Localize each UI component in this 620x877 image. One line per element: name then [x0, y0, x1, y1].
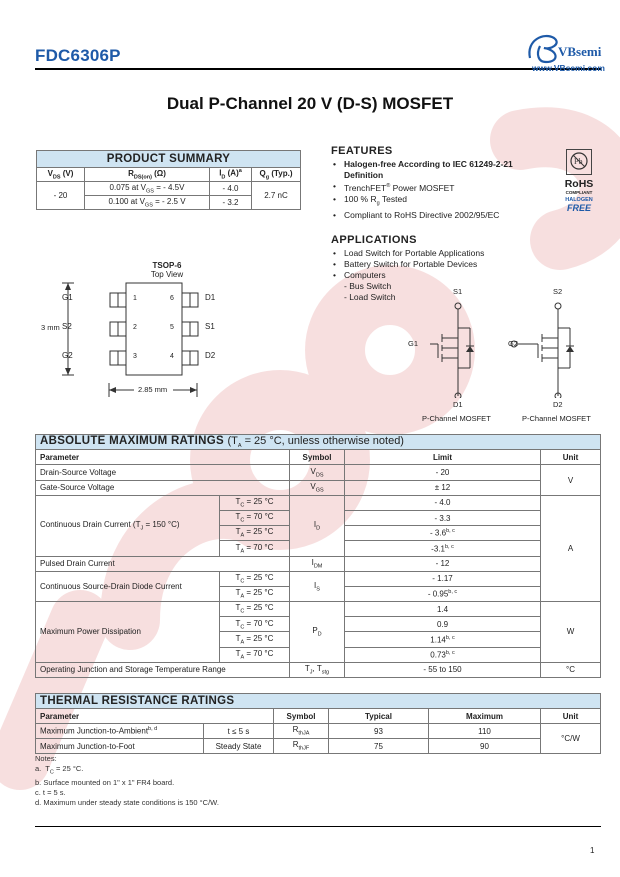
- unit-cell: °C/W: [541, 724, 601, 754]
- param-cell: Pulsed Drain Current: [36, 556, 290, 571]
- cond-cell: $T_A = 25$ °C: [220, 586, 290, 601]
- typical-cell: 93: [329, 724, 429, 739]
- col-symbol: Symbol: [290, 450, 345, 465]
- symbol-cell: $R_{thJA}$: [274, 724, 329, 739]
- footer-divider: [35, 826, 601, 827]
- cond-cell: $T_C = 25$ °C: [220, 602, 290, 617]
- halogen-label: HALOGEN: [565, 197, 593, 203]
- pin-4-number: 4: [170, 353, 174, 360]
- col-id: $I_D$ $(A)^a$: [210, 168, 252, 182]
- col-qg: $Q_g$ (Typ.): [252, 168, 301, 182]
- absolute-maximum-ratings-table: [35, 434, 601, 678]
- mosfet-schematics: [430, 298, 610, 398]
- unit-cell: °C: [541, 662, 601, 677]
- note-d: d. Maximum under steady state conditions is 150 °C/W.: [35, 797, 219, 807]
- vds-value: - 20: [37, 182, 85, 210]
- pin-2-number: 2: [133, 324, 137, 331]
- limit-cell: 1.14$^{b, c}$: [345, 632, 541, 647]
- features-section: [331, 145, 551, 221]
- source-2-label: S2: [553, 287, 563, 296]
- param-cell: Drain-Source Voltage: [36, 465, 290, 480]
- notes: [35, 754, 219, 808]
- gate-2-label: G2: [508, 339, 519, 348]
- col-maximum: Maximum: [429, 709, 541, 724]
- maximum-cell: 110: [429, 724, 541, 739]
- cond-cell: $T_A = 25$ °C: [220, 632, 290, 647]
- symbol-cell: $V_{GS}$: [290, 480, 345, 495]
- table-row: [36, 556, 601, 571]
- rohs-badge: [561, 149, 597, 213]
- thermal-title: THERMAL RESISTANCE RATINGS: [36, 694, 601, 709]
- table-row: [36, 724, 601, 739]
- rds-value-1: 0.075 at $V_{GS}$ = - 4.5V: [85, 182, 210, 196]
- applications-section: [331, 234, 551, 303]
- param-cell: Maximum Junction-to-Ambient$^{b, d}$: [36, 724, 204, 739]
- drain-1-label: D1: [453, 400, 463, 409]
- pin-d1-label: D1: [205, 293, 216, 302]
- cond-cell: t ≤ 5 s: [204, 724, 274, 739]
- limit-cell: - 55 to 150: [345, 662, 541, 677]
- param-cell: Continuous Drain Current ($T_J = 150$ °C): [36, 495, 220, 556]
- cond-cell: $T_A = 70$ °C: [220, 647, 290, 662]
- height-dimension: 3 mm: [41, 323, 60, 332]
- rds-value-2: 0.100 at $V_{GS}$ = - 2.5 V: [85, 196, 210, 210]
- mosfet-2-caption: P-Channel MOSFET: [522, 414, 591, 423]
- symbol-cell: $P_D$: [290, 602, 345, 663]
- document-title: Dual P-Channel 20 V (D-S) MOSFET: [166, 94, 454, 113]
- limit-cell: - 1.17: [345, 571, 541, 586]
- note-c: c. t = 5 s.: [35, 787, 66, 797]
- feature-item: • Halogen-free According to IEC 61249-2-21 Definition: [331, 159, 551, 181]
- application-sub-item: - Load Switch: [344, 292, 396, 302]
- col-typical: Typical: [329, 709, 429, 724]
- limit-cell: - 20: [345, 465, 541, 480]
- limit-cell: - 3.6$^{b, c}$: [345, 526, 541, 541]
- pin-g1-label: G1: [62, 293, 73, 302]
- typical-cell: 75: [329, 739, 429, 754]
- pb-free-icon: [566, 149, 592, 175]
- limit-cell: - 3.3: [345, 510, 541, 525]
- pin-5-number: 5: [170, 324, 174, 331]
- pin-3-number: 3: [133, 353, 137, 360]
- thermal-resistance-table: [35, 693, 601, 754]
- cond-cell: $T_C = 25$ °C: [220, 495, 290, 510]
- width-dimension: 2.85 mm: [138, 385, 168, 394]
- mosfet-1-caption: P-Channel MOSFET: [422, 414, 491, 423]
- application-sub-item: - Bus Switch: [344, 281, 392, 291]
- brand-name: VBsemi: [558, 44, 602, 59]
- cond-cell: $T_C = 25$ °C: [220, 571, 290, 586]
- pin-d2-label: D2: [205, 351, 216, 360]
- maximum-cell: 90: [429, 739, 541, 754]
- unit-cell: W: [541, 602, 601, 663]
- cond-cell: $T_C = 70$ °C: [220, 617, 290, 632]
- col-symbol: Symbol: [274, 709, 329, 724]
- cond-cell: Steady State: [204, 739, 274, 754]
- symbol-cell: $R_{thJF}$: [274, 739, 329, 754]
- limit-cell: 0.73$^{b, c}$: [345, 647, 541, 662]
- application-item: • Computers: [331, 270, 551, 281]
- symbol-cell: $V_{DS}$: [290, 465, 345, 480]
- note-b: b. Surface mounted on 1" x 1" FR4 board.: [35, 777, 175, 787]
- id-value-1: - 4.0: [210, 182, 252, 196]
- table-row: [36, 739, 601, 754]
- param-cell: Continuous Source-Drain Diode Current: [36, 571, 220, 601]
- col-rds: $R_{DS(on)}$ (Ω): [85, 168, 210, 182]
- free-label: FREE: [566, 203, 591, 213]
- symbol-cell: $I_{DM}$: [290, 556, 345, 571]
- feature-item: • Compliant to RoHS Directive 2002/95/EC: [331, 210, 551, 221]
- limit-cell: -3.1$^{b, c}$: [345, 541, 541, 556]
- part-number: FDC6306P: [35, 46, 121, 65]
- pin-g2-label: G2: [62, 351, 73, 360]
- col-parameter: Parameter: [36, 450, 290, 465]
- gate-1-label: G1: [408, 339, 419, 348]
- features-title: FEATURES: [331, 145, 393, 157]
- symbol-cell: $I_D$: [290, 495, 345, 556]
- compliant-label: COMPLIANT: [565, 190, 593, 195]
- source-1-label: S1: [453, 287, 463, 296]
- notes-title: Notes:: [35, 754, 57, 763]
- abs-max-title: ABSOLUTE MAXIMUM RATINGS ($T_A = 25$ °C, unless otherwise noted): [36, 435, 601, 450]
- package-name: TSOP-6: [152, 261, 182, 270]
- drain-2-label: D2: [553, 400, 563, 409]
- symbol-cell: $I_S$: [290, 571, 345, 601]
- col-vds: $V_{DS}$ (V): [37, 168, 85, 182]
- svg-text:Pb: Pb: [574, 157, 583, 166]
- page-number: 1: [590, 846, 595, 855]
- col-unit: Unit: [541, 709, 601, 724]
- brand-url[interactable]: www.VBsemi.com: [532, 63, 605, 73]
- id-value-2: - 3.2: [210, 196, 252, 210]
- limit-cell: ± 12: [345, 480, 541, 495]
- col-unit: Unit: [541, 450, 601, 465]
- limit-cell: - 12: [345, 556, 541, 571]
- cond-cell: $T_C = 70$ °C: [220, 510, 290, 525]
- rohs-label: RoHS: [564, 178, 594, 190]
- pin-6-number: 6: [170, 295, 174, 302]
- param-cell: Operating Junction and Storage Temperature Range: [36, 662, 290, 677]
- product-summary-table: [36, 150, 301, 210]
- table-row: [36, 465, 601, 480]
- pin-s2-label: S2: [62, 322, 72, 331]
- param-cell: Gate-Source Voltage: [36, 480, 290, 495]
- applications-title: APPLICATIONS: [331, 234, 417, 246]
- header-divider: [35, 68, 601, 70]
- col-limit: Limit: [345, 450, 541, 465]
- limit-cell: - 4.0: [345, 495, 541, 510]
- product-summary-title: PRODUCT SUMMARY: [37, 151, 301, 168]
- table-row: [36, 495, 601, 510]
- limit-cell: 1.4: [345, 602, 541, 617]
- pin-1-number: 1: [133, 295, 137, 302]
- application-item: • Load Switch for Portable Applications: [331, 248, 551, 259]
- table-row: [36, 602, 601, 617]
- param-cell: Maximum Power Dissipation: [36, 602, 220, 663]
- limit-cell: - 0.95$^{b, c}$: [345, 586, 541, 601]
- table-row: [36, 571, 601, 586]
- cond-cell: $T_A = 70$ °C: [220, 541, 290, 556]
- package-view: Top View: [150, 270, 184, 279]
- note-a: a. $T_C = 25$ °C.: [35, 764, 84, 776]
- table-row: [36, 480, 601, 495]
- symbol-cell: $T_J$, $T_{stg}$: [290, 662, 345, 677]
- param-cell: Maximum Junction-to-Foot: [36, 739, 204, 754]
- feature-item: • 100 % $R_g$ Tested: [331, 194, 551, 210]
- pin-s1-label: S1: [205, 322, 215, 331]
- table-row: [36, 662, 601, 677]
- application-item: • Battery Switch for Portable Devices: [331, 259, 551, 270]
- vbsemi-logo: [524, 30, 604, 78]
- unit-cell: A: [541, 495, 601, 601]
- qg-value: 2.7 nC: [252, 182, 301, 210]
- feature-item: • TrenchFET® Power MOSFET: [331, 181, 551, 194]
- unit-cell: V: [541, 465, 601, 495]
- col-parameter: Parameter: [36, 709, 274, 724]
- cond-cell: $T_A = 25$ °C: [220, 526, 290, 541]
- limit-cell: 0.9: [345, 617, 541, 632]
